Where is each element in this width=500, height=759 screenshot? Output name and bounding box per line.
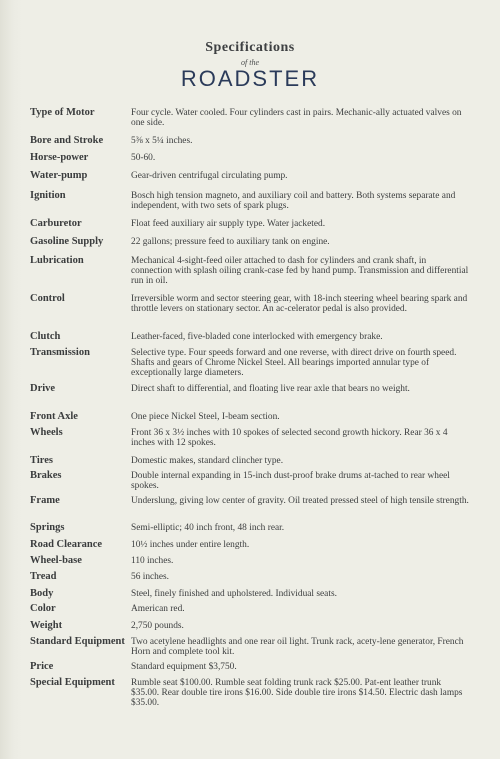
spec-value: 5⅜ x 5¼ inches. bbox=[131, 136, 193, 146]
spec-label: Front Axle bbox=[30, 411, 78, 422]
spec-value: Two acetylene headlights and one rear oil light. Trunk rack, acety-lene generator, French Horn and complete tool kit. bbox=[131, 637, 464, 657]
spec-label: Ignition bbox=[30, 190, 66, 201]
spec-label: Springs bbox=[30, 522, 65, 533]
spec-value: 22 gallons; pressure feed to auxiliary tank on engine. bbox=[131, 237, 330, 247]
spec-value: 56 inches. bbox=[131, 572, 170, 582]
spec-label: Carburetor bbox=[30, 218, 82, 229]
spec-label: Water-pump bbox=[30, 170, 88, 181]
spec-label: Drive bbox=[30, 383, 56, 394]
spec-label: Special Equipment bbox=[30, 677, 115, 688]
spec-value: One piece Nickel Steel, I-beam section. bbox=[131, 412, 280, 422]
spec-value: American red. bbox=[131, 604, 185, 614]
spec-value: 110 inches. bbox=[131, 556, 174, 566]
spec-value: Irreversible worm and sector steering gear, with 18-inch steering wheel bearing spark and throttle levers on stationary sector. An ac-celerator pedal is also provided. bbox=[131, 294, 468, 314]
spec-label: Tread bbox=[30, 571, 57, 582]
spec-value: Float feed auxiliary air supply type. Water jacketed. bbox=[131, 219, 326, 229]
spec-label: Weight bbox=[30, 620, 63, 631]
spec-value: Mechanical 4-sight-feed oiler attached to dash for cylinders and crank shaft, in connection with splash oiling crank-case fed by hand pump. Transmission and differential run in oil. bbox=[131, 256, 469, 286]
spec-value: 50-60. bbox=[131, 153, 156, 163]
spec-value: Steel, finely finished and upholstered. Individual seats. bbox=[131, 589, 337, 599]
spec-value: Direct shaft to differential, and floating live rear axle that bears no weight. bbox=[131, 384, 410, 394]
spec-label: Bore and Stroke bbox=[30, 135, 104, 146]
spec-label: Brakes bbox=[30, 470, 62, 481]
spec-value: Leather-faced, five-bladed cone interlocked with emergency brake. bbox=[131, 332, 383, 342]
spec-value: Front 36 x 3½ inches with 10 spokes of selected second growth hickory. Rear 36 x 4 inches with 12 spokes. bbox=[131, 428, 448, 448]
spec-label: Frame bbox=[30, 495, 60, 506]
spec-label: Price bbox=[30, 661, 54, 672]
spec-label: Body bbox=[30, 588, 54, 599]
spec-label: Clutch bbox=[30, 331, 61, 342]
spec-value: Underslung, giving low center of gravity. Oil treated pressed steel of high tensile strength. bbox=[131, 496, 469, 506]
spec-value: Four cycle. Water cooled. Four cylinders cast in pairs. Mechanic-ally actuated valves on one side. bbox=[131, 108, 462, 128]
spec-label: Gasoline Supply bbox=[30, 236, 104, 247]
spec-label: Lubrication bbox=[30, 255, 84, 266]
of-the-text: of the bbox=[241, 58, 259, 67]
spec-value: Selective type. Four speeds forward and one reverse, with direct drive on fourth speed. Shafts and gears of Chrome Nickel Steel. All bearings imported annular type of exceptionally large diameters. bbox=[131, 348, 457, 378]
spec-value: 10½ inches under entire length. bbox=[131, 540, 250, 550]
specifications-heading: Specifications bbox=[205, 40, 295, 55]
spec-label: Transmission bbox=[30, 347, 90, 358]
spec-label: Standard Equipment bbox=[30, 636, 125, 647]
spec-value: Domestic makes, standard clincher type. bbox=[131, 456, 284, 466]
spec-label: Tires bbox=[30, 455, 53, 466]
spec-label: Color bbox=[30, 603, 56, 614]
spec-label: Road Clearance bbox=[30, 539, 103, 550]
spec-value: Double internal expanding in 15-inch dust-proof brake drums at-tached to rear wheel spokes. bbox=[131, 471, 450, 491]
spec-label: Horse-power bbox=[30, 152, 89, 163]
spec-value: Rumble seat $100.00. Rumble seat folding trunk rack $25.00. Pat-ent leather trunk $35.00. Rear double tire irons $16.00. Side double tire irons $14.50. Electric dash lamps $35.00. bbox=[131, 678, 463, 708]
spec-label: Wheel-base bbox=[30, 555, 82, 566]
model-title: ROADSTER bbox=[180, 66, 320, 91]
spec-value: Gear-driven centrifugal circulating pump. bbox=[131, 171, 288, 181]
spec-label: Wheels bbox=[30, 427, 63, 438]
spec-value: 2,750 pounds. bbox=[131, 621, 184, 631]
spec-label: Control bbox=[30, 293, 65, 304]
spec-value: Bosch high tension magneto, and auxiliary coil and battery. Both systems separate and independent, with two sets of spark plugs. bbox=[131, 191, 456, 211]
spec-label: Type of Motor bbox=[30, 107, 95, 118]
spec-value: Semi-elliptic; 40 inch front, 48 inch rear. bbox=[131, 523, 285, 533]
spec-value: Standard equipment $3,750. bbox=[131, 662, 237, 672]
